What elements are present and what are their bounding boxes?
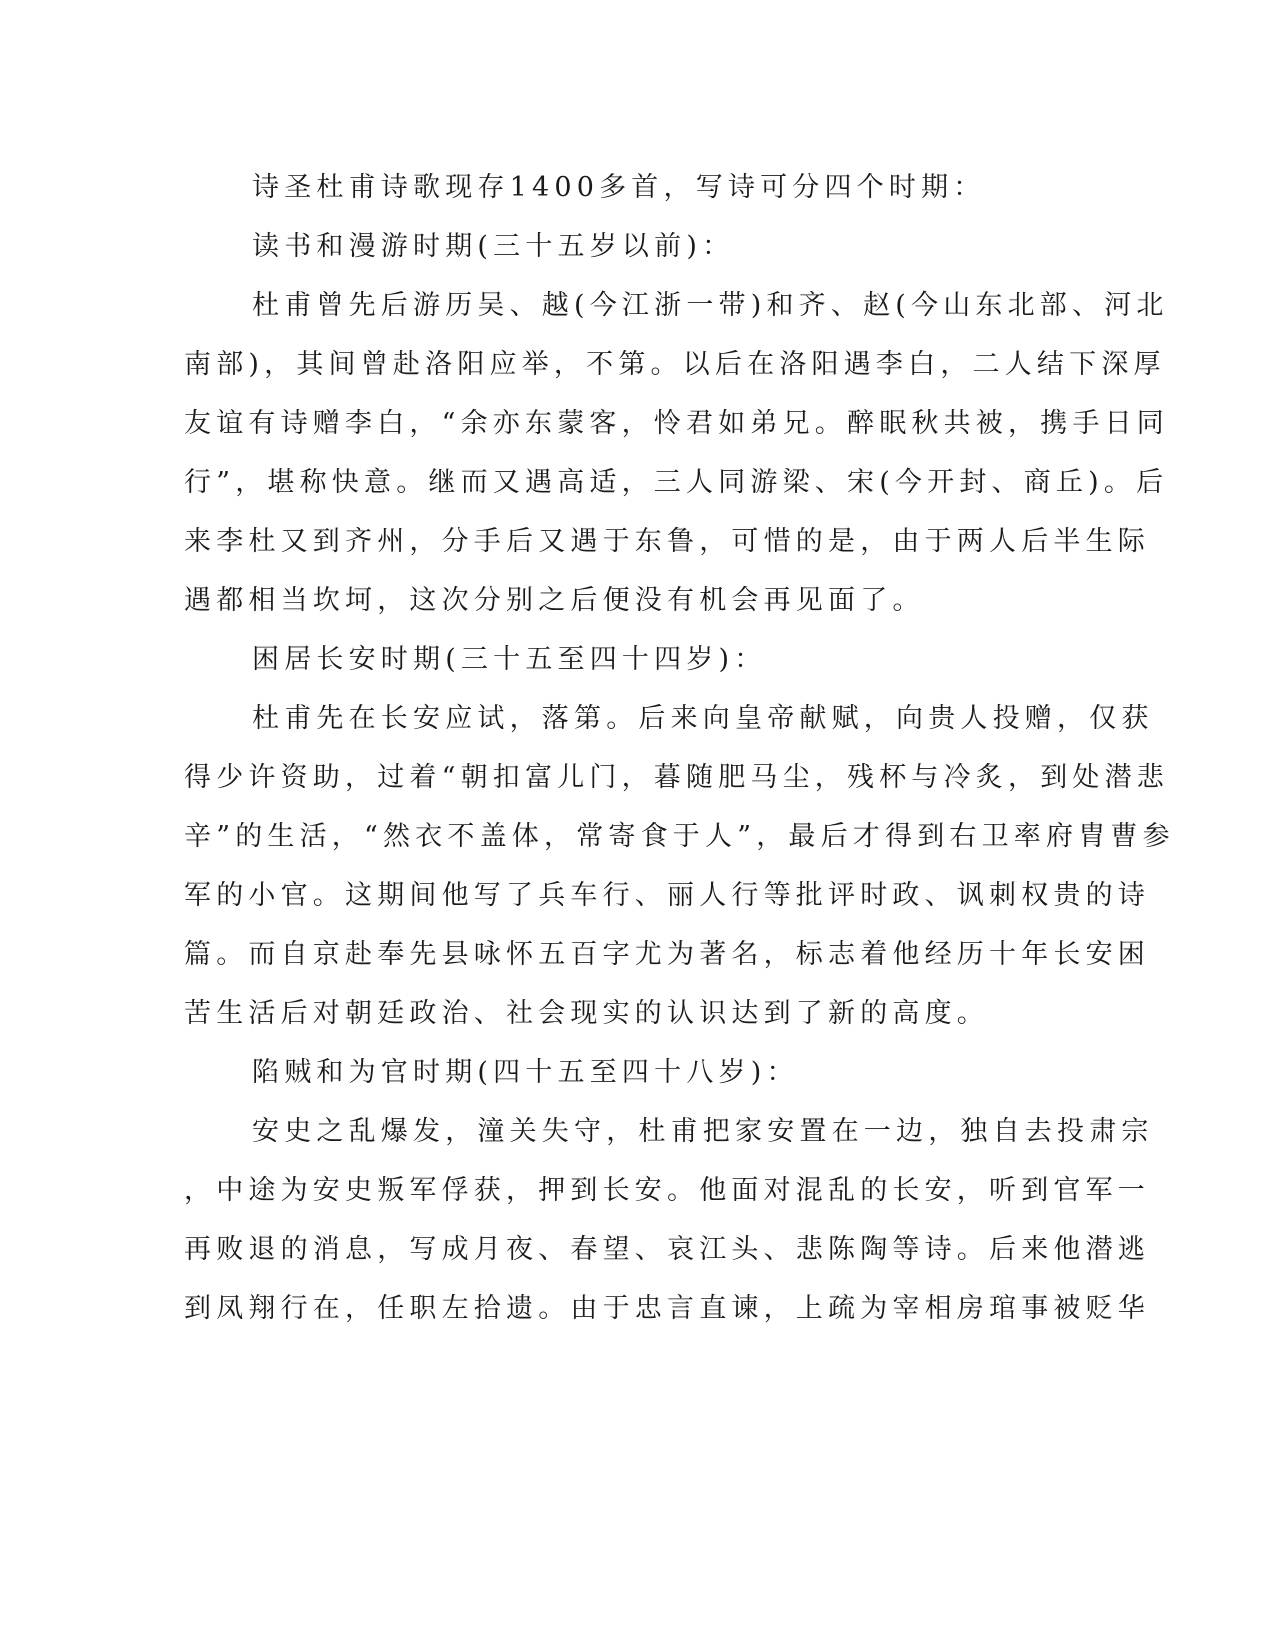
paragraph-line: 辛”的生活，“然衣不盖体，常寄食于人”，最后才得到右卫率府胄曹参 bbox=[184, 821, 1175, 852]
paragraph-line: 南部)，其间曾赴洛阳应举，不第。以后在洛阳遇李白，二人结下深厚 bbox=[184, 349, 1166, 380]
paragraph-line: 杜甫曾先后游历吴、越(今江浙一带)和齐、赵(今山东北部、河北 bbox=[252, 290, 1169, 321]
section-heading-changan: 困居长安时期(三十五至四十四岁)： bbox=[252, 644, 767, 675]
paragraph-line: 再败退的消息，写成月夜、春望、哀江头、悲陈陶等诗。后来他潜逃 bbox=[184, 1234, 1150, 1265]
intro-line: 诗圣杜甫诗歌现存1400多首，写诗可分四个时期： bbox=[252, 172, 986, 203]
section-heading-reading-travel: 读书和漫游时期(三十五岁以前)： bbox=[252, 231, 735, 262]
paragraph-line: 来李杜又到齐州，分手后又遇于东鲁，可惜的是，由于两人后半生际 bbox=[184, 526, 1150, 557]
paragraph-line: 军的小官。这期间他写了兵车行、丽人行等批评时政、讽刺权贵的诗 bbox=[184, 880, 1150, 911]
paragraph-line: 杜甫先在长安应试，落第。后来向皇帝献赋，向贵人投赠，仅获 bbox=[252, 703, 1154, 734]
paragraph-line: 到凤翔行在，任职左拾遗。由于忠言直谏，上疏为宰相房琯事被贬华 bbox=[184, 1293, 1150, 1324]
paragraph-line: 友谊有诗赠李白，“余亦东蒙客，怜君如弟兄。醉眠秋共被，携手日同 bbox=[184, 408, 1170, 439]
body-text bbox=[184, 158, 1175, 1338]
paragraph-line: 遇都相当坎坷，这次分别之后便没有机会再见面了。 bbox=[184, 585, 925, 616]
paragraph-line: 篇。而自京赴奉先县咏怀五百字尤为著名，标志着他经历十年长安困 bbox=[184, 939, 1150, 970]
paragraph-line: 苦生活后对朝廷政治、社会现实的认识达到了新的高度。 bbox=[184, 998, 989, 1029]
paragraph-line: 行”，堪称快意。继而又遇高适，三人同游梁、宋(今开封、商丘)。后 bbox=[184, 467, 1169, 498]
paragraph-line: 安史之乱爆发，潼关失守，杜甫把家安置在一边，独自去投肃宗 bbox=[252, 1116, 1154, 1147]
paragraph-line: 得少许资助，过着“朝扣富儿门，暮随肥马尘，残杯与冷炙，到处潜悲 bbox=[184, 762, 1170, 793]
paragraph-line: ，中途为安史叛军俘获，押到长安。他面对混乱的长安，听到官军一 bbox=[184, 1175, 1150, 1206]
section-heading-captivity-office: 陷贼和为官时期(四十五至四十八岁)： bbox=[252, 1057, 799, 1088]
